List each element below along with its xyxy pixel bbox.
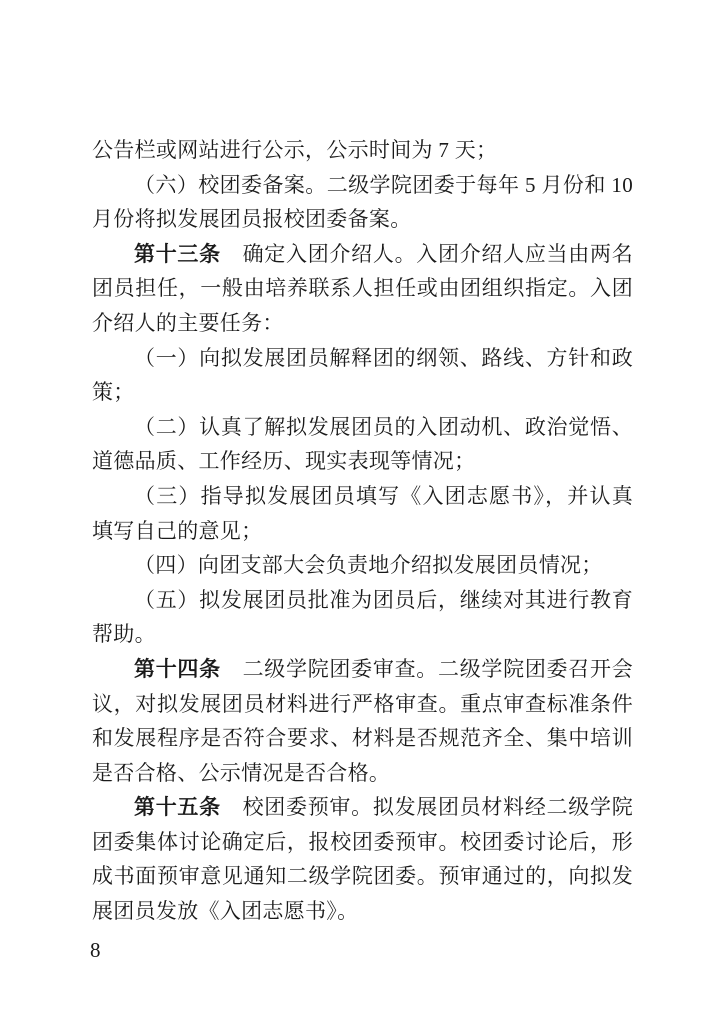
paragraph-item-6 [92, 168, 633, 237]
paragraph-article-13 [92, 237, 633, 341]
paragraph-text: （二）认真了解拟发展团员的入团动机、政治觉悟、道德品质、工作经历、现实表现等情况； [92, 414, 633, 474]
article-number: 第十四条 [134, 656, 221, 681]
paragraph-item-2 [92, 410, 633, 479]
paragraph-item-5 [92, 583, 633, 652]
article-number: 第十三条 [134, 241, 221, 266]
paragraph-text: （三）指导拟发展团员填写《入团志愿书》，并认真填写自己的意见； [92, 483, 633, 543]
paragraph-item-1 [92, 341, 633, 410]
paragraph-text: 公告栏或网站进行公示，公示时间为 7 天； [92, 138, 498, 162]
article-number: 第十五条 [134, 795, 221, 820]
paragraph-article-15 [92, 790, 633, 928]
paragraph-item-3 [92, 479, 633, 548]
paragraph-text: 二级学院团委审查。二级学院团委召开会议，对拟发展团员材料进行严格审查。重点审查标准条件和发展程序是否符合要求、材料是否规范齐全、集中培训是否合格、公示情况是否合格。 [92, 656, 633, 785]
paragraph-article-14 [92, 652, 633, 790]
paragraph-text: （一）向拟发展团员解释团的纲领、路线、方针和政策； [92, 345, 633, 405]
paragraph-text: 确定入团介绍人。入团介绍人应当由两名团员担任，一般由培养联系人担任或由团组织指定。入团介绍人的主要任务： [92, 241, 633, 335]
paragraph-continuation [92, 133, 633, 168]
page-number: 8 [90, 938, 101, 962]
paragraph-text: （四）向团支部大会负责地介绍拟发展团员情况； [134, 553, 603, 578]
paragraph-text: 校团委预审。拟发展团员材料经二级学院团委集体讨论确定后，报校团委预审。校团委讨论后，形成书面预审意见通知二级学院团委。预审通过的，向拟发展团员发放《入团志愿书》。 [92, 795, 633, 924]
paragraph-text: （六）校团委备案。二级学院团委于每年 5 月份和 10 月份将拟发展团员报校团委备案。 [92, 172, 633, 232]
paragraph-item-4 [92, 548, 633, 583]
document-body [92, 133, 633, 929]
paragraph-text: （五）拟发展团员批准为团员后，继续对其进行教育帮助。 [92, 587, 633, 647]
